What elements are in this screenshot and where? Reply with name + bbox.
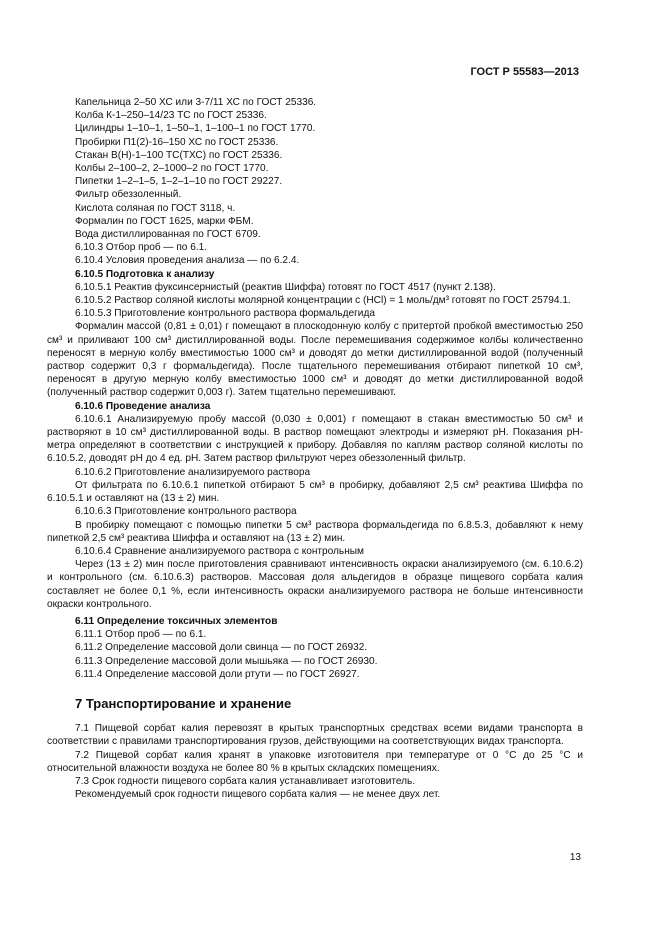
paragraph: Через (13 ± 2) мин после приготовления сравнивают интенсивность окраски анализируемого (см. 6.10.6.2) и контрольного (см. 6.10.6.3) растворов. Массовая доля альдегидов в образце пищевого сорбата калия составляет не более 0,1 %, если интенсивность окраски анализируемого раствора не больше интенсивности окраски контрольного.: [47, 559, 583, 610]
clause-line: 6.11.1 Отбор проб — по 6.1.: [75, 629, 207, 641]
equipment-line: Капельница 2–50 ХС или 3-7/11 ХС по ГОСТ 25336.: [75, 97, 317, 108]
equipment-line: Колба К-1–250–14/23 ТС по ГОСТ 25336.: [75, 110, 267, 122]
paragraph: 6.10.6.2 Приготовление анализируемого раствора: [75, 466, 311, 478]
paragraph: 6.10.6.3 Приготовление контрольного раствора: [75, 506, 297, 518]
paragraph: 6.10.5.1 Реактив фуксинсернистый (реактив Шиффа) готовят по ГОСТ 4517 (пункт 2.138).: [75, 281, 496, 293]
paragraph: 6.10.5.2 Раствор соляной кислоты молярной концентрации c (HCl) = 1 моль/дм³ готовят по ГОСТ 25794.1.: [75, 295, 571, 307]
clause-line: 6.10.3 Отбор проб — по 6.1.: [75, 242, 208, 254]
equipment-line: Кислота соляная по ГОСТ 3118, ч.: [75, 202, 236, 214]
clause-line: 6.11.3 Определение массовой доли мышьяка — по ГОСТ 26930.: [75, 655, 378, 667]
equipment-line: Колбы 2–100–2, 2–1000–2 по ГОСТ 1770.: [75, 163, 269, 175]
subsection-heading: 6.10.6 Проведение анализа: [75, 400, 211, 412]
equipment-line: Цилиндры 1–10–1, 1–50–1, 1–100–1 по ГОСТ 1770.: [75, 123, 316, 135]
paragraph: 6.10.6.1 Анализируемую пробу массой (0,030 ± 0,001) г помещают в стакан вместимостью 50 см³ и растворяют в 10 см³ дистиллированной воды. В раствор помещают электроды и измеряют pH. Показания pH-метра определяют в соответствии с инструкцией к прибору. Добавляя по каплям раствор соляной кислоты по 6.10.5.2, доводят pH до 4 ед. pH. Затем раствор фильтруют через обеззоленный фильтр.: [47, 413, 583, 465]
page-number: 13: [569, 852, 581, 863]
equipment-line: Пробирки П1(2)-16–150 ХС по ГОСТ 25336.: [75, 136, 279, 148]
clause-line: 6.11.4 Определение массовой доли ртути — по ГОСТ 26927.: [75, 668, 360, 680]
paragraph: 7.2 Пищевой сорбат калия хранят в упаковке изготовителя при температуре от 0 °С до 25 °С и относительной влажности воздуха не более 80 % в крытых складских помещениях.: [47, 749, 583, 774]
paragraph: От фильтрата по 6.10.6.1 пипеткой отбирают 5 см³ в пробирку, добавляют 2,5 см³ реактива Шиффа по 6.10.5.1 и оставляют на (13 ± 2) мин.: [47, 479, 583, 505]
paragraph: Формалин массой (0,81 ± 0,01) г помещают в плоскодонную колбу с притертой пробкой вместимостью 250 см³ и приливают 100 см³ дистиллированной воды. После перемешивания содержимое колбы количественно переносят в мерную колбу вместимостью 1000 см³ и доводят до метки дистиллированной водой (полученный раствор содержит 0,3 г формальдегида). После тщательного перемешивания отбирают пипеткой 10 см³, переносят в другую мерную колбу вместимостью 1000 см³ и доводят до метки дистиллированной водой (полученный раствор содержит 0,003 г). Затем тщательно перемешивают.: [47, 321, 583, 399]
equipment-line: Вода дистиллированная по ГОСТ 6709.: [75, 229, 261, 241]
page-content: [47, 96, 583, 801]
document-header: ГОСТ Р 55583—2013: [470, 66, 579, 78]
equipment-line: Формалин по ГОСТ 1625, марки ФБМ.: [75, 215, 254, 227]
paragraph: 6.10.5.3 Приготовление контрольного раствора формальдегида: [75, 308, 375, 320]
clause-line: 6.11.2 Определение массовой доли свинца — по ГОСТ 26932.: [75, 642, 368, 654]
clause-line: 6.10.4 Условия проведения анализа — по 6.2.4.: [75, 255, 300, 267]
subsection-heading: 6.10.5 Подготовка к анализу: [75, 268, 215, 280]
paragraph: 7.3 Срок годности пищевого сорбата калия устанавливает изготовитель.: [75, 775, 416, 787]
subsection-heading: 6.11 Определение токсичных элементов: [75, 615, 278, 627]
equipment-line: Фильтр обеззоленный.: [75, 189, 182, 201]
paragraph: В пробирку помещают с помощью пипетки 5 см³ раствора формальдегида по 6.8.5.3, добавляют к нему пипеткой 2,5 см³ реактива Шиффа и оставляют на (13 ± 2) мин.: [47, 519, 583, 544]
equipment-line: Пипетки 1–2–1–5, 1–2–1–10 по ГОСТ 29227.: [75, 176, 283, 188]
paragraph: 6.10.6.4 Сравнение анализируемого раствора с контрольным: [75, 545, 364, 557]
equipment-line: Стакан В(Н)-1–100 ТС(ТХС) по ГОСТ 25336.: [75, 149, 283, 161]
paragraph: 7.1 Пищевой сорбат калия перевозят в крытых транспортных средствах всеми видами транспорта в соответствии с правилами транспортирования грузов, действующими на соответствующих видах транспорта.: [47, 723, 583, 748]
paragraph: Рекомендуемый срок годности пищевого сорбата калия — не менее двух лет.: [75, 789, 441, 801]
section-title: 7 Транспортирование и хранение: [75, 695, 292, 711]
